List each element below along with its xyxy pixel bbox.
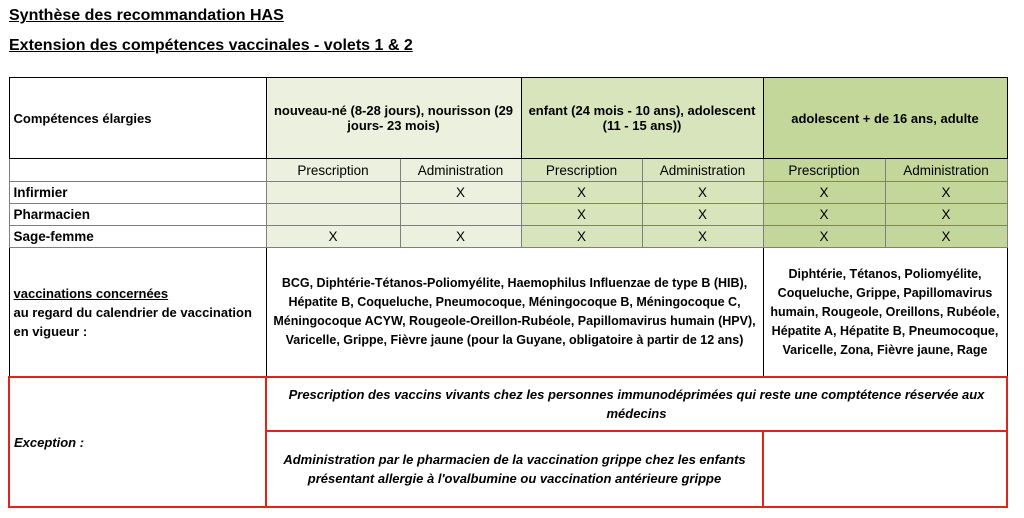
profession-label: Pharmacien — [9, 204, 266, 226]
group-header-adult: adolescent + de 16 ans, adulte — [763, 78, 1007, 159]
table-cell: X — [763, 204, 885, 226]
page-title: Synthèse des recommandation HAS — [9, 7, 284, 24]
exception-empty-cell — [763, 431, 1007, 507]
profession-label: Sage-femme — [9, 226, 266, 248]
profession-label: Infirmier — [9, 182, 266, 204]
table-cell: X — [885, 226, 1007, 248]
corner-label: Compétences élargies — [9, 78, 266, 159]
table-cell: X — [266, 226, 400, 248]
exception-label: Exception : — [9, 377, 266, 507]
table-cell: X — [400, 182, 521, 204]
table-cell: X — [763, 226, 885, 248]
table-row-vaccinations — [9, 248, 1007, 378]
page-subtitle: Extension des compétences vaccinales - volets 1 & 2 — [9, 37, 413, 54]
vaccinations-label — [9, 248, 266, 378]
table-cell — [266, 204, 400, 226]
table-cell: X — [763, 182, 885, 204]
sub-header-prescription: Prescription — [266, 159, 400, 182]
sub-header-empty — [9, 159, 266, 182]
sub-header-administration: Administration — [642, 159, 763, 182]
table-cell: X — [400, 226, 521, 248]
table-cell — [400, 204, 521, 226]
table-cell: X — [642, 226, 763, 248]
table-cell: X — [642, 204, 763, 226]
table-row-sage-femme — [9, 226, 1007, 248]
table-cell: X — [521, 226, 642, 248]
table-cell: X — [521, 182, 642, 204]
group-header-child: enfant (24 mois - 10 ans), adolescent (11 - 15 ans)) — [521, 78, 763, 159]
competences-table — [8, 77, 1008, 508]
table-row-pharmacien — [9, 204, 1007, 226]
vaccinations-young: BCG, Diphtérie-Tétanos-Poliomyélite, Haemophilus Influenzae de type B (HIB), Hépatite B, Coqueluche, Pneumocoque, Méningocoque B, Méningocoque C, Méningocoque ACYW, Rougeole-Oreillon-Rubéole, Papillomavirus humain (HPV), Varicelle, Grippe, Fièvre jaune (pour la Guyane, obligatoire à partir de 12 ans) — [266, 248, 763, 378]
exception-administration: Administration par le pharmacien de la vaccination grippe chez les enfants présentant allergie à l'ovalbumine ou vaccination antérieure grippe — [266, 431, 763, 507]
vaccinations-adult: Diphtérie, Tétanos, Poliomyélite, Coqueluche, Grippe, Papillomavirus humain, Rougeole, Oreillons, Rubéole, Hépatite A, Hépatite B, Pneumocoque, Varicelle, Zona, Fièvre jaune, Rage — [763, 248, 1007, 378]
table-cell: X — [642, 182, 763, 204]
table-cell: X — [885, 182, 1007, 204]
vaccinations-label-detail: au regard du calendrier de vaccination en vigueur : — [13, 304, 252, 339]
exception-prescription: Prescription des vaccins vivants chez les personnes immunodéprimées qui reste une comptétence réservée aux médecins — [266, 377, 1007, 431]
sub-header-prescription: Prescription — [763, 159, 885, 182]
table-row-infirmier — [9, 182, 1007, 204]
vaccinations-label-title: vaccinations concernées — [13, 285, 169, 301]
table-cell — [266, 182, 400, 204]
group-header-newborn: nouveau-né (8-28 jours), nourisson (29 jours- 23 mois) — [266, 78, 521, 159]
sub-header-administration: Administration — [400, 159, 521, 182]
table-cell: X — [885, 204, 1007, 226]
sub-header-prescription: Prescription — [521, 159, 642, 182]
sub-header-administration: Administration — [885, 159, 1007, 182]
table-cell: X — [521, 204, 642, 226]
